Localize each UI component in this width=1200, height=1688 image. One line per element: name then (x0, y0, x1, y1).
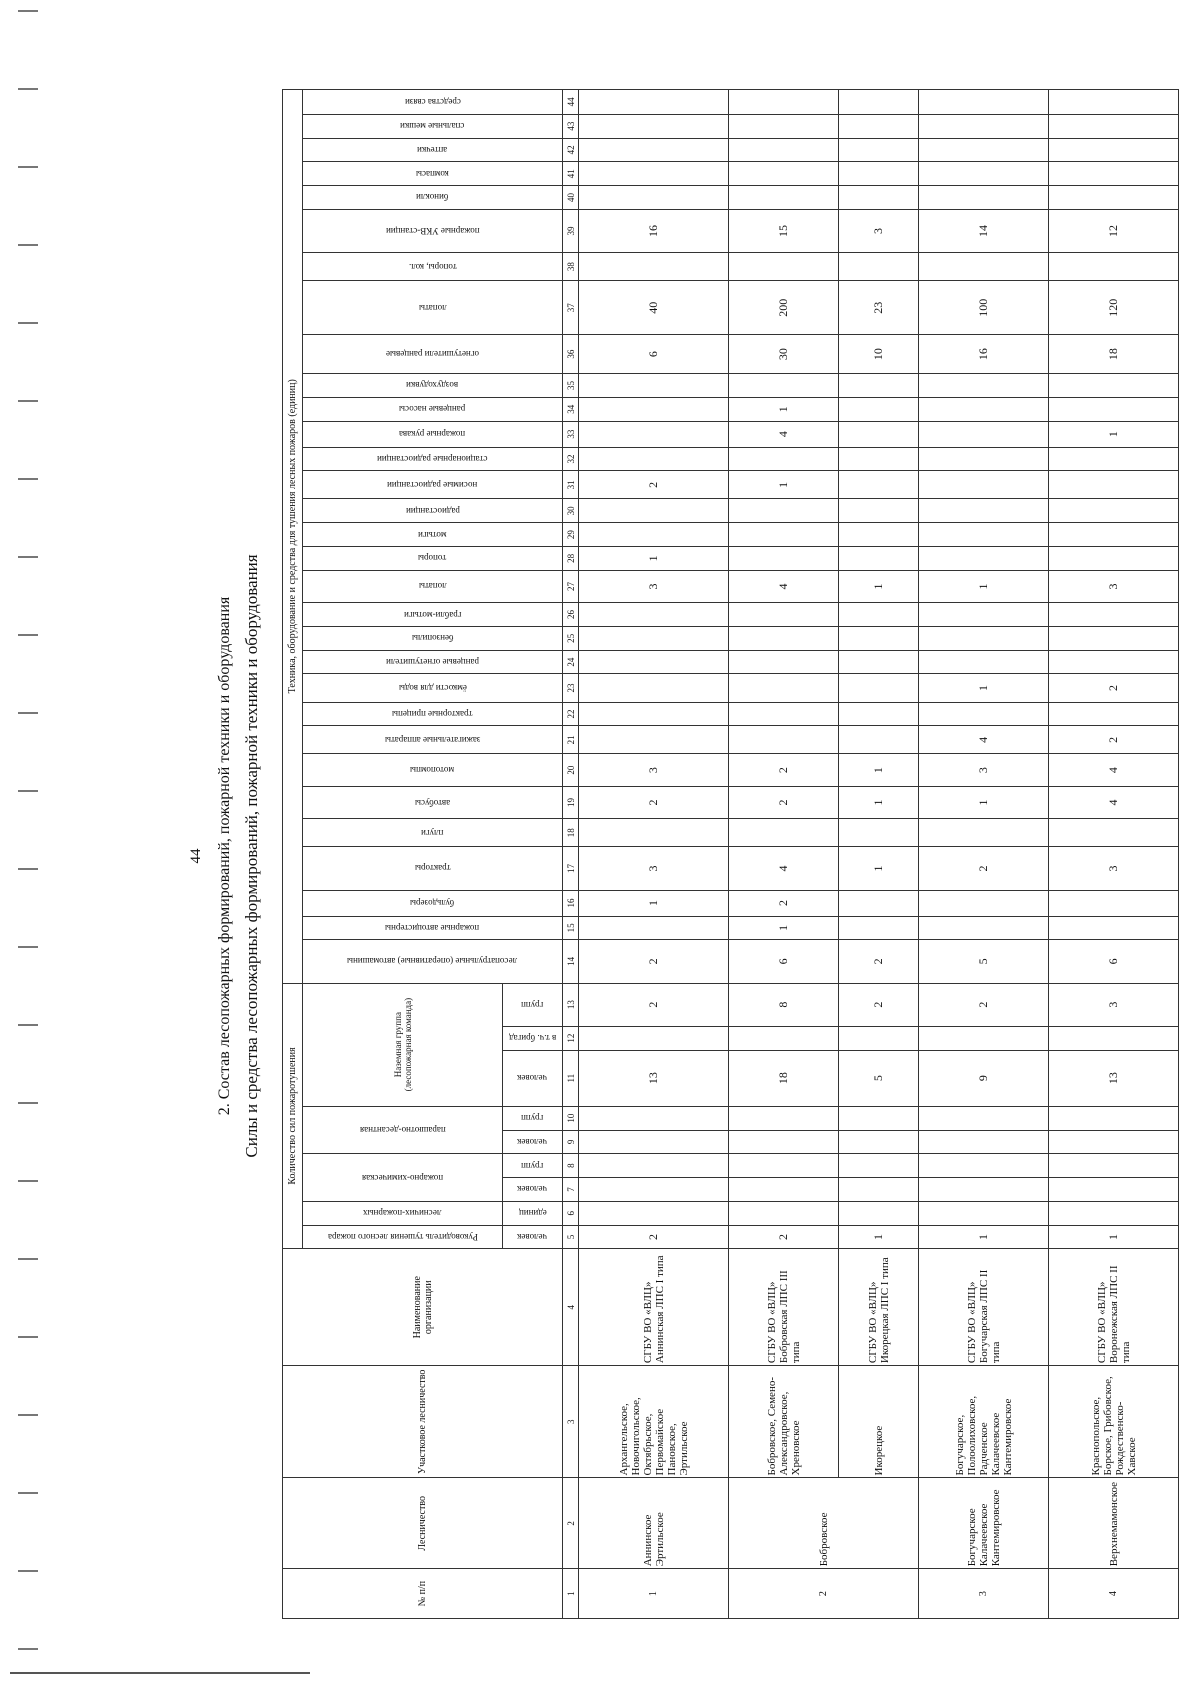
cell-c18 (1049, 819, 1179, 847)
forces-table (282, 89, 1179, 1619)
district-line: Калачеевское (989, 1412, 1002, 1476)
cell-c39: 12 (1049, 209, 1179, 252)
cell-c13: 2 (579, 983, 729, 1026)
col-head-35: воздуходувки (406, 380, 459, 391)
unit-8: групп (521, 1160, 544, 1171)
cell-c35 (919, 374, 1049, 398)
scan-edge-marks (18, 0, 42, 1688)
cell-c32 (1049, 447, 1179, 471)
cell-c20: 3 (579, 754, 729, 786)
cell-c42 (729, 138, 839, 162)
cell-c32 (919, 447, 1049, 471)
col-head-26: грабли-мотыги (403, 609, 462, 620)
organization-name: СГБУ ВО «ВЛЦ» Аннинская ЛПС I типа (579, 1249, 729, 1366)
cell-c38 (579, 253, 729, 281)
cell-c19: 4 (1049, 786, 1179, 818)
cell-c37: 23 (839, 281, 919, 335)
cell-c34 (1049, 397, 1179, 421)
cell-c8 (729, 1154, 839, 1178)
table-row (839, 90, 919, 1619)
forestry-name: Бобровское (729, 1478, 919, 1569)
cell-c16 (839, 890, 919, 916)
cell-c15 (919, 916, 1049, 940)
cell-c12 (1049, 1026, 1179, 1050)
cell-c28: 1 (579, 546, 729, 570)
cell-c40 (919, 186, 1049, 210)
col-head-19: автобусы (414, 797, 451, 808)
table-body (579, 90, 1179, 1619)
cell-c44 (729, 90, 839, 115)
row-number: 4 (1049, 1569, 1179, 1619)
cell-c31 (1049, 471, 1179, 499)
cell-c22 (729, 702, 839, 726)
cell-c39: 14 (919, 209, 1049, 252)
cell-c29 (919, 523, 1049, 547)
equipment-group-header: Техника, оборудование и средства для тушения лесных пожаров (единиц) (283, 90, 303, 984)
cell-c17: 3 (1049, 847, 1179, 890)
forestry-line: Богучарское (965, 1508, 978, 1567)
forestry-line: Верхнемамонское (1107, 1481, 1120, 1567)
cell-c5: 1 (1049, 1225, 1179, 1249)
cell-c41 (919, 162, 1049, 186)
cell-c12 (919, 1026, 1049, 1050)
cell-c14: 6 (729, 940, 839, 983)
cell-c23 (839, 674, 919, 702)
cell-c15 (839, 916, 919, 940)
cell-c35 (839, 374, 919, 398)
cell-c22 (579, 702, 729, 726)
district-line: Пановское, Эртильское (665, 1421, 690, 1476)
col-head-44: средства связи (404, 96, 461, 107)
cell-c33 (579, 421, 729, 447)
table-row (729, 90, 839, 1619)
cell-c40 (579, 186, 729, 210)
col-head-11: Наземная группа (лесопожарная команда) (303, 983, 503, 1106)
unit-5: человек (517, 1231, 548, 1242)
cell-c32 (839, 447, 919, 471)
page-number: 44 (188, 848, 204, 864)
cell-c9 (729, 1130, 839, 1154)
cell-c8 (919, 1154, 1049, 1178)
cell-c17: 2 (919, 847, 1049, 890)
col-head-6: лесничих-пожарных (363, 1208, 442, 1219)
cell-c41 (579, 162, 729, 186)
table-caption: Силы и средства лесопожарных формирований, пожарной техники и оборудования (242, 554, 261, 1158)
district-name: Икорецкое (839, 1366, 919, 1478)
cell-c36: 30 (729, 335, 839, 374)
section-heading: 2. Состав лесопожарных формирований, пожарной техники и оборудования (216, 596, 233, 1116)
col-head-14: лесопатрульные (оперативные) автомашины (347, 956, 518, 967)
cell-c27: 1 (919, 570, 1049, 602)
cell-c39: 16 (579, 209, 729, 252)
cell-c31: 2 (579, 471, 729, 499)
col-head-34: ранцевые насосы (399, 404, 466, 415)
cell-c13: 2 (839, 983, 919, 1026)
cell-c21 (729, 726, 839, 754)
col-org: Наименование организации (283, 1249, 563, 1366)
cell-c23 (729, 674, 839, 702)
cell-c32 (729, 447, 839, 471)
cell-c36: 18 (1049, 335, 1179, 374)
cell-c6 (579, 1201, 729, 1225)
cell-c23: 1 (919, 674, 1049, 702)
cell-c19: 1 (919, 786, 1049, 818)
cell-c28 (919, 546, 1049, 570)
cell-c41 (1049, 162, 1179, 186)
column-number-row: 1 2 3 4 5 6 7 8 9 10 11 12 13 14 15 16 17 18 19 20 21 22 23 24 25 26 27 28 29 30 31 32 33 34 35 36 37 38 39 40 41 42 43 44 (563, 90, 579, 1619)
cell-c5: 1 (919, 1225, 1049, 1249)
cell-c27: 1 (839, 570, 919, 602)
cell-c37: 100 (919, 281, 1049, 335)
cell-c43 (919, 114, 1049, 138)
unit-13: групп (521, 999, 544, 1010)
rotated-page (180, 61, 1138, 1651)
district-line: Богучарское, Полоолиховское, Радченское (953, 1395, 990, 1476)
col-head-16: бульдозеры (410, 898, 455, 909)
col-num: № п/п (283, 1569, 563, 1619)
cell-c43 (579, 114, 729, 138)
col-head-9: парашютно-десантная (359, 1125, 446, 1136)
cell-c28 (729, 546, 839, 570)
cell-c42 (579, 138, 729, 162)
col-head-20: мотопомпы (410, 765, 455, 776)
cell-c26 (579, 603, 729, 627)
col-head-15: пожарные автоцистерны (385, 922, 480, 933)
col-head-22: тракторные прицепы (392, 708, 473, 719)
cell-c10 (729, 1106, 839, 1130)
cell-c31 (919, 471, 1049, 499)
cell-c38 (839, 253, 919, 281)
cell-c39: 3 (839, 209, 919, 252)
cell-c29 (729, 523, 839, 547)
cell-c10 (1049, 1106, 1179, 1130)
personnel-group-header: Количество сил пожаротушения (283, 983, 303, 1249)
district-name (919, 1366, 1049, 1478)
table-row (1049, 90, 1179, 1619)
cell-c14: 6 (1049, 940, 1179, 983)
cell-c13: 3 (1049, 983, 1179, 1026)
forestry-line: Кантемировское (989, 1489, 1002, 1567)
col-head-41: компасы (416, 168, 449, 179)
row-number: 1 (579, 1569, 729, 1619)
col-head-17: тракторы (414, 863, 451, 874)
cell-c27: 3 (579, 570, 729, 602)
cell-c35 (1049, 374, 1179, 398)
cell-c15 (1049, 916, 1179, 940)
cell-c35 (729, 374, 839, 398)
organization-name: СГБУ ВО «ВЛЦ» Икорецкая ЛПС I типа (839, 1249, 919, 1366)
cell-c27: 3 (1049, 570, 1179, 602)
cell-c33 (919, 421, 1049, 447)
district-name: Бобровское, Семено-Александровское, Хреновское (729, 1366, 839, 1478)
cell-c30 (729, 499, 839, 523)
organization-name: СГБУ ВО «ВЛЦ» Воронежская ЛПС II типа (1049, 1249, 1179, 1366)
district-line: Кантемировское (1001, 1398, 1014, 1476)
cell-c7 (1049, 1178, 1179, 1202)
cell-c23: 2 (1049, 674, 1179, 702)
unit-9: человек (517, 1136, 548, 1147)
cell-c40 (839, 186, 919, 210)
cell-c42 (1049, 138, 1179, 162)
cell-c5: 2 (579, 1225, 729, 1249)
col-forestry: Лесничество (283, 1478, 563, 1569)
cell-c36: 6 (579, 335, 729, 374)
cell-c17: 3 (579, 847, 729, 890)
organization-name: СГБУ ВО «ВЛЦ» Богучарская ЛПС II типа (919, 1249, 1049, 1366)
cell-c30 (579, 499, 729, 523)
cell-c9 (579, 1130, 729, 1154)
cell-c9 (1049, 1130, 1179, 1154)
col-head-43: спальные мешки (400, 121, 465, 132)
cell-c43 (1049, 114, 1179, 138)
forestry-name (579, 1478, 729, 1569)
cell-c34 (919, 397, 1049, 421)
cell-c7 (839, 1178, 919, 1202)
col-head-27: лопаты (418, 581, 447, 592)
cell-c20: 2 (729, 754, 839, 786)
col-head-29: мотыги (418, 529, 447, 540)
cell-c18 (839, 819, 919, 847)
cell-c10 (919, 1106, 1049, 1130)
cell-c43 (839, 114, 919, 138)
cell-c41 (839, 162, 919, 186)
cell-c15 (579, 916, 729, 940)
col-head-5: Руководитель тушения лесного пожара (327, 1231, 478, 1242)
cell-c19: 2 (729, 786, 839, 818)
organization-name: СГБУ ВО «ВЛЦ» Бобровская ЛПС III типа (729, 1249, 839, 1366)
cell-c34 (839, 397, 919, 421)
cell-c22 (919, 702, 1049, 726)
bottom-rule (10, 1672, 310, 1674)
cell-c24 (579, 650, 729, 674)
cell-c38 (729, 253, 839, 281)
cell-c5: 2 (729, 1225, 839, 1249)
col-head-7: пожарно-химическая (361, 1172, 444, 1183)
cell-c28 (839, 546, 919, 570)
col-head-21: зажигательные аппараты (384, 734, 481, 745)
cell-c16 (919, 890, 1049, 916)
cell-c10 (579, 1106, 729, 1130)
col-head-25: бензопилы (411, 633, 454, 644)
cell-c21 (839, 726, 919, 754)
cell-c26 (839, 603, 919, 627)
cell-c23 (579, 674, 729, 702)
cell-c12 (839, 1026, 919, 1050)
col-head-18: плуги (421, 827, 444, 838)
cell-c26 (729, 603, 839, 627)
col-district: Участковое лесничество (283, 1366, 563, 1478)
cell-c7 (579, 1178, 729, 1202)
cell-c43 (729, 114, 839, 138)
col-head-32: стационарные радиостанции (377, 453, 488, 464)
cell-c19: 1 (839, 786, 919, 818)
cell-c7 (729, 1178, 839, 1202)
col-head-38: топоры, кол. (408, 261, 457, 272)
col-head-31: носимые радиостанции (387, 479, 478, 490)
cell-c11: 5 (839, 1050, 919, 1106)
cell-c13: 2 (919, 983, 1049, 1026)
cell-c20: 1 (839, 754, 919, 786)
table-row (919, 90, 1049, 1619)
unit-7: человек (517, 1184, 548, 1195)
cell-c29 (579, 523, 729, 547)
cell-c25 (579, 626, 729, 650)
cell-c31 (839, 471, 919, 499)
cell-c44 (919, 90, 1049, 115)
cell-c8 (579, 1154, 729, 1178)
cell-c24 (1049, 650, 1179, 674)
cell-c25 (919, 626, 1049, 650)
cell-c6 (839, 1201, 919, 1225)
cell-c33: 1 (1049, 421, 1179, 447)
cell-c12 (729, 1026, 839, 1050)
cell-c26 (919, 603, 1049, 627)
cell-c16 (1049, 890, 1179, 916)
cell-c41 (729, 162, 839, 186)
cell-c39: 15 (729, 209, 839, 252)
district-name (1049, 1366, 1179, 1478)
cell-c18 (729, 819, 839, 847)
forestry-line: Эртильское (653, 1512, 666, 1567)
forestry-line: Аннинское (641, 1514, 654, 1567)
cell-c21: 2 (1049, 726, 1179, 754)
cell-c24 (839, 650, 919, 674)
cell-c9 (919, 1130, 1049, 1154)
cell-c5: 1 (839, 1225, 919, 1249)
col-head-23: ёмкости для воды (398, 683, 467, 693)
district-line: Первомайское (653, 1408, 666, 1476)
cell-c6 (919, 1201, 1049, 1225)
cell-c17: 1 (839, 847, 919, 890)
district-name (579, 1366, 729, 1478)
cell-c6 (729, 1201, 839, 1225)
cell-c12 (579, 1026, 729, 1050)
cell-c24 (919, 650, 1049, 674)
cell-c16: 2 (729, 890, 839, 916)
cell-c18 (919, 819, 1049, 847)
unit-11: человек (517, 1073, 548, 1084)
cell-c36: 10 (839, 335, 919, 374)
cell-c37: 40 (579, 281, 729, 335)
col-head-33: пожарные рукава (399, 429, 466, 440)
col-head-30: радиостанции (405, 505, 460, 516)
cell-c25 (729, 626, 839, 650)
cell-c30 (1049, 499, 1179, 523)
cell-c28 (1049, 546, 1179, 570)
cell-c16: 1 (579, 890, 729, 916)
cell-c36: 16 (919, 335, 1049, 374)
col-head-40: бинокли (416, 192, 449, 203)
cell-c34 (579, 397, 729, 421)
cell-c20: 3 (919, 754, 1049, 786)
forestry-line: Калачеевское (977, 1503, 990, 1567)
unit-6: единиц (518, 1208, 547, 1219)
cell-c40 (729, 186, 839, 210)
row-number: 3 (919, 1569, 1049, 1619)
cell-c22 (839, 702, 919, 726)
cell-c21: 4 (919, 726, 1049, 754)
cell-c14: 2 (579, 940, 729, 983)
cell-c10 (839, 1106, 919, 1130)
district-line: Архангельское, Новочигольское, Октябрьское, (617, 1397, 654, 1476)
cell-c29 (839, 523, 919, 547)
cell-c34: 1 (729, 397, 839, 421)
district-line: Краснопольское, Борское, Грибовское, Рождественско-Хавское (1089, 1376, 1138, 1476)
cell-c30 (919, 499, 1049, 523)
cell-c7 (919, 1178, 1049, 1202)
forestry-name (919, 1478, 1049, 1569)
unit-10: групп (521, 1113, 544, 1124)
cell-c37: 120 (1049, 281, 1179, 335)
cell-c44 (839, 90, 919, 115)
table-row (579, 90, 729, 1619)
col-head-37: лопаты (418, 302, 447, 313)
cell-c27: 4 (729, 570, 839, 602)
cell-c11: 9 (919, 1050, 1049, 1106)
cell-c18 (579, 819, 729, 847)
cell-c19: 2 (579, 786, 729, 818)
cell-c6 (1049, 1201, 1179, 1225)
forestry-name (1049, 1478, 1179, 1569)
cell-c40 (1049, 186, 1179, 210)
cell-c35 (579, 374, 729, 398)
col-head-42: аптечки (417, 144, 448, 155)
cell-c38 (1049, 253, 1179, 281)
cell-c30 (839, 499, 919, 523)
cell-c17: 4 (729, 847, 839, 890)
cell-c14: 5 (919, 940, 1049, 983)
cell-c15: 1 (729, 916, 839, 940)
col-head-28: топоры (418, 553, 447, 564)
cell-c44 (1049, 90, 1179, 115)
col-head-36: огнетушители ранцевые (386, 349, 479, 360)
cell-c37: 200 (729, 281, 839, 335)
col-head-39: пожарные УКВ-станции (385, 225, 480, 236)
cell-c9 (839, 1130, 919, 1154)
col-head-24: ранцевые огнетушители (386, 657, 479, 668)
unit-12: в т.ч. бригад (508, 1033, 557, 1044)
cell-c11: 13 (1049, 1050, 1179, 1106)
cell-c20: 4 (1049, 754, 1179, 786)
cell-c8 (839, 1154, 919, 1178)
cell-c38 (919, 253, 1049, 281)
cell-c25 (839, 626, 919, 650)
cell-c33: 4 (729, 421, 839, 447)
row-number: 2 (729, 1569, 919, 1619)
cell-c8 (1049, 1154, 1179, 1178)
cell-c22 (1049, 702, 1179, 726)
cell-c11: 13 (579, 1050, 729, 1106)
cell-c26 (1049, 603, 1179, 627)
cell-c14: 2 (839, 940, 919, 983)
cell-c11: 18 (729, 1050, 839, 1106)
cell-c13: 8 (729, 983, 839, 1026)
cell-c33 (839, 421, 919, 447)
cell-c21 (579, 726, 729, 754)
cell-c29 (1049, 523, 1179, 547)
cell-c24 (729, 650, 839, 674)
cell-c32 (579, 447, 729, 471)
cell-c44 (579, 90, 729, 115)
cell-c42 (919, 138, 1049, 162)
cell-c31: 1 (729, 471, 839, 499)
cell-c25 (1049, 626, 1179, 650)
cell-c42 (839, 138, 919, 162)
